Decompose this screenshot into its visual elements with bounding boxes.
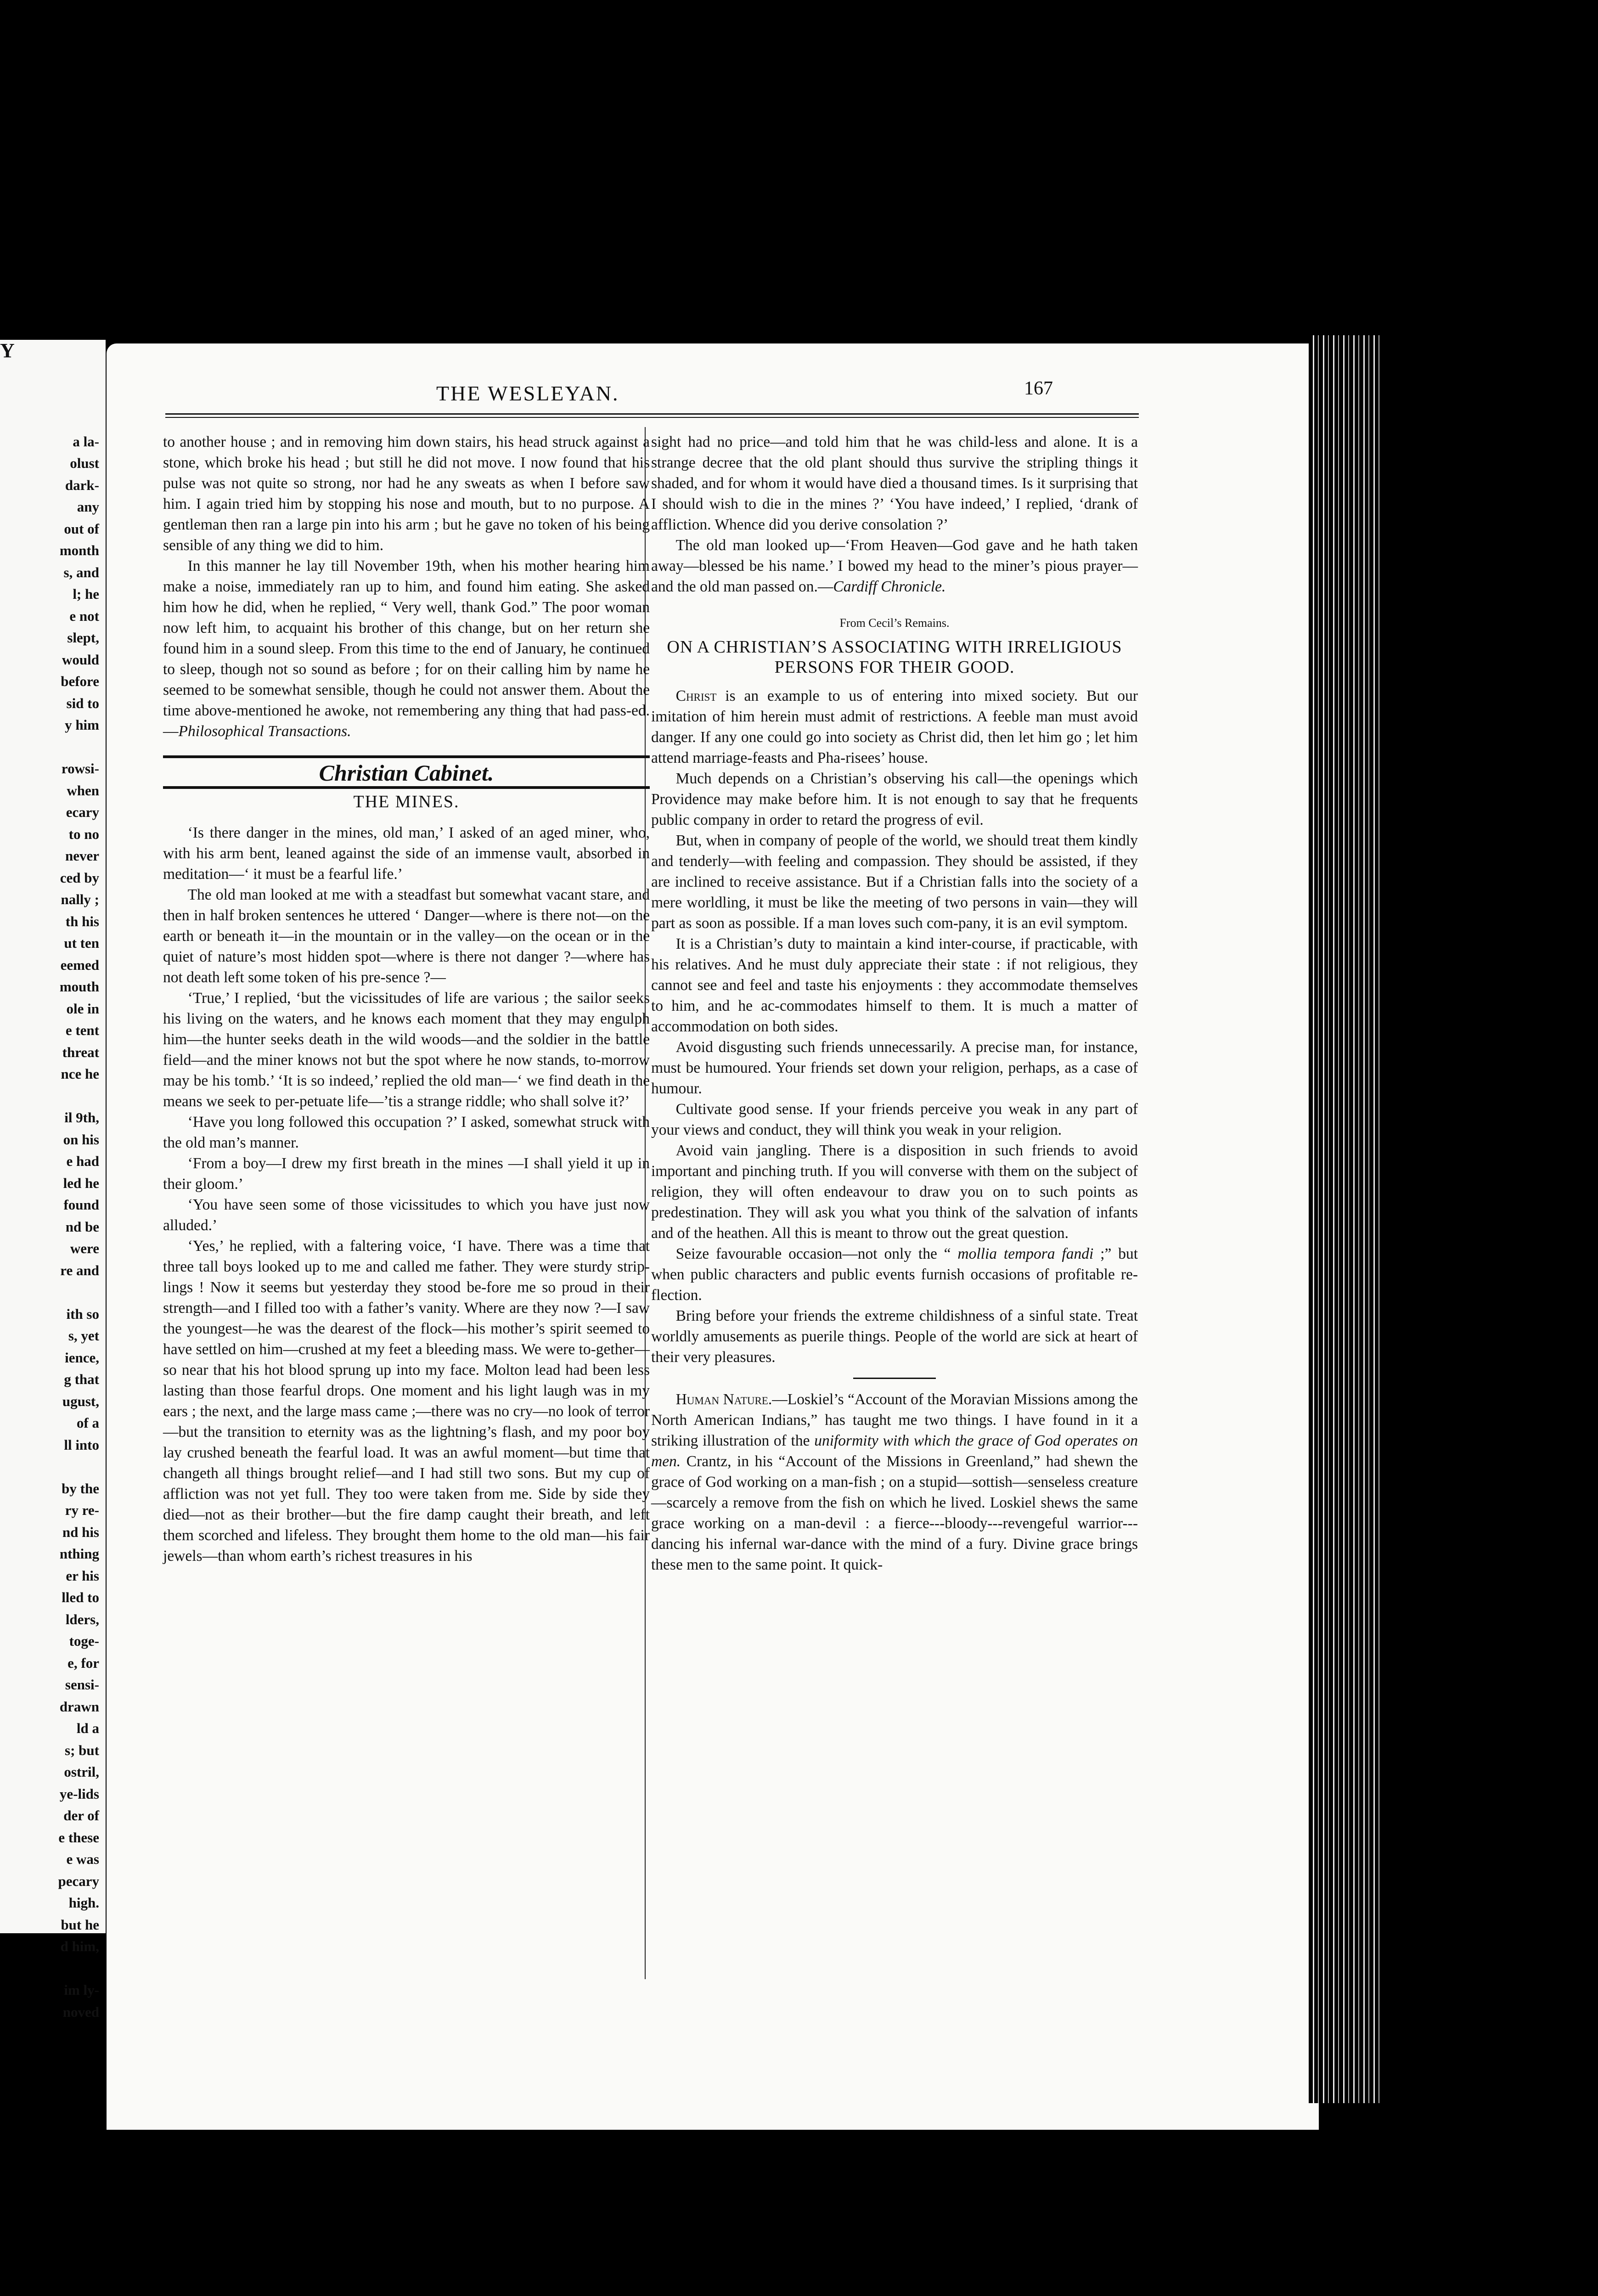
fragment-line: slept, [67, 630, 99, 646]
fragment-line: y him [65, 717, 99, 733]
fragment-line: e tent [65, 1022, 99, 1038]
paragraph: ‘True,’ I replied, ‘but the vicissitudes of life are various ; the sailor seeks his living on the waters, and he knows each moment that they may engulph him—the hunter seeks death in the wild woods—and the soldier in the battle field—and the miner knows not but the spot where he now stands, to-morrow may be his tomb.’ ‘It is so indeed,’ replied the old man—‘ we find death in the means we seek to per-petuate life—’tis a strange riddle; who shall solve it?’ [163, 990, 650, 1110]
adjacent-page-fragment [0, 339, 106, 2020]
fragment-line [0, 1281, 106, 1303]
fragment-line: out of [64, 520, 99, 537]
paragraph: Human Nature.—Loskiel’s “Account of the Moravian Missions among the North American Indians,” has taught me two things. I have found in it a striking illustration of the uniformity with which the grace of God operates on men. Crantz, in his “Account of the Missions in Greenland,” had shewn the grace of God working on a man-fish ; on a stupid—sottish—senseless creature—scarcely a remove from the fish on which he lived. Loskiel shews the same grace working on a man-devil : a fierce---bloody---revengeful warrior---dancing his infernal war-dance with the mind of a fury. Divine grace brings these men to the same point. It quick- [651, 1391, 1138, 1573]
fragment-line: e these [58, 1829, 99, 1846]
fragment-line: would [62, 651, 99, 668]
fragment-line: eemed [60, 957, 99, 973]
section-heading: Christian Cabinet. [163, 755, 650, 789]
lead-word: Human Nature. [675, 1391, 772, 1408]
fragment-line: e not [69, 608, 99, 624]
fragment-line: re and [60, 1262, 99, 1278]
fragment-line: led he [63, 1175, 99, 1191]
fragment-line: drawn [59, 1698, 99, 1715]
fragment-line: dark- [65, 477, 99, 493]
paragraph: ‘Is there danger in the mines, old man,’ I asked of an aged miner, who, with his arm bent, leaned against the side of an immense vault, absorbed in meditation—‘ it must be a fearful life.’ [163, 824, 650, 883]
fragment-line [0, 1085, 106, 1107]
article-title: ON A CHRISTIAN’S ASSOCIATING WITH IRRELIGIOUS PERSONS FOR THEIR GOOD. [667, 637, 1122, 677]
article-title: THE MINES. [353, 792, 460, 811]
paragraph: Much depends on a Christian’s observing his call—the openings which Providence may make before him. It is not enough to say that he frequents public company in order to retard the progress of evil. [651, 770, 1138, 828]
paragraph: In this manner he lay till November 19th, when his mother hearing him make a noise, immediately ran up to him, and found him eating. She asked him how he did, when he replied, “ Very well, thank God.” The poor woman now left him, to acquaint his brother of this change, but on her return she found him in a sound sleep. From this time to the end of January, he continued to sleep, though not so sound as before ; for on their calling him by name he seemed to be somewhat sensible, though he could not answer them. About the time above-mentioned he awoke, not remembering any thing that had pass-ed.—Philosophical Transactions. [163, 557, 650, 740]
fragment-line: im ly- [64, 1982, 99, 1998]
fragment-line: month [59, 542, 99, 558]
paragraph: But, when in company of people of the world, we should treat them kindly and tenderly—with feeling and compassion. They should be assisted, if they are inclined to receive assistance. But if a Christian falls into the society of a mere worldling, it must be like the meeting of two persons in vain—they will part as soon as possible. If a man loves such com-pany, it is an evil symptom. [651, 832, 1138, 932]
fragment-line: nd his [62, 1524, 99, 1540]
fragment-line: nthing [59, 1546, 99, 1562]
fragment-line: e had [66, 1153, 99, 1169]
fragment-line: ut ten [64, 935, 99, 951]
page-edge [1309, 335, 1382, 2103]
fragment-line: s, yet [68, 1328, 99, 1344]
citation: Philosophical Transactions. [178, 723, 351, 740]
fragment-line: sensi- [65, 1677, 99, 1693]
fragment-line: by the [62, 1480, 99, 1497]
fragment-line: ecary [66, 804, 99, 820]
fragment-line: lders, [65, 1611, 99, 1627]
lead-word: Christ [675, 687, 717, 704]
paragraph: ‘Have you long followed this occupation ?’ I asked, somewhat struck with the old man’s manner. [163, 1114, 650, 1151]
fragment-line: ole in [66, 1000, 99, 1017]
fragment-line: ry re- [65, 1502, 99, 1518]
fragment-lines [0, 431, 106, 2023]
fragment-line: mouth [59, 979, 99, 995]
left-column [163, 432, 650, 1566]
paragraph: Christ is an example to us of entering into mixed society. But our imitation of him herein must admit of restrictions. A feeble man must avoid danger. If any one could go into society as Christ did, then let him go ; let him attend marriage-feasts and Pha-risees’ house. [651, 687, 1138, 766]
fragment-line: but he [61, 1916, 99, 1933]
fragment-line: lled to [62, 1589, 99, 1605]
fragment-line: to no [68, 826, 99, 842]
fragment-line: threat [62, 1044, 99, 1060]
fragment-line: nally ; [61, 891, 99, 907]
fragment-line: ld a [76, 1720, 99, 1736]
fragment-line: e, for [68, 1654, 99, 1671]
fragment-line: before [61, 673, 99, 689]
paragraph: ‘From a boy—I drew my first breath in the mines —I shall yield it up in their gloom.’ [163, 1155, 650, 1193]
fragment-line [0, 1958, 106, 1980]
fragment-line: high. [68, 1895, 99, 1911]
paragraph: Avoid vain jangling. There is a disposition in such friends to avoid important and pinching truth. If you will converse with them on the subject of religion, they will often endeavour to draw you on to such points as predestination. They will ask you what you think of the salvation of infants and of the heathen. All this is meant to throw out the great question. [651, 1142, 1138, 1242]
fragment-line: il 9th, [64, 1109, 99, 1125]
fragment-line: noved [62, 2003, 99, 2020]
fragment-line: on his [63, 1131, 99, 1148]
fragment-line: ith so [66, 1306, 99, 1322]
fragment-line [0, 736, 106, 758]
fragment-line: a la- [73, 433, 99, 450]
fragment-line: of a [76, 1415, 99, 1431]
paragraph: The old man looked up—‘From Heaven—God gave and he hath taken away—blessed be his name.’ I bowed my head to the miner’s pious prayer—and the old man passed on.—Cardiff Chronicle. [651, 537, 1138, 595]
fragment-line: toge- [69, 1633, 99, 1649]
fragment-line: any [77, 499, 99, 515]
paragraph: sight had no price—and told him that he was child-less and alone. It is a strange decree that the old plant should thus survive the stripling things it shaded, and for whom it would have died a thousand times. Is it surprising that I should wish to die in the mines ?’ ‘You have indeed,’ I replied, ‘drank of affliction. Whence did you derive consolation ?’ [651, 433, 1138, 533]
right-column [651, 432, 1138, 1575]
fragment-line [0, 1456, 106, 1478]
fragment-heading-letter: Y [0, 339, 15, 362]
paragraph: Avoid disgusting such friends unnecessarily. A precise man, for instance, must be humoured. Your friends set down your religion, perhaps, as a case of humour. [651, 1039, 1138, 1097]
fragment-line: olust [70, 455, 99, 471]
running-head: THE WESLEYAN. [436, 382, 619, 405]
paragraph: ‘Yes,’ he replied, with a faltering voice, ‘I have. There was a time that three tall boys looked up to me and called me father. They were sturdy strip-lings ! Now it seems but yesterday they stood be-fore me so proud in their strength—and I filled too with a father’s vanity. Where are they now ?—I saw the youngest—he was the dearest of the flock—his mother’s spirit seemed to have settled on him—crushed at my feet a bleeding mass. We were to-gether—so near that his hot blood sprung up into my face. Molton lead had been less lasting than those fearful drops. One moment and his light laugh was in my ears ; the next, and the large mass came ;—there was no cry—no look of terror—but the transition to eternity was as the lightning’s flash, and my poor boy lay crushed beneath the fearful load. It was an awful moment—but time that changeth all things brought relief—and I had still two sons. But my cup of affliction was not yet full. They too were taken from me. Side by side they died—not as their brother—but the fire damp caught their breath, and left them scorched and lifeless. They brought them home to the old man—his fair jewels—than whom earth’s richest treasures in his [163, 1238, 650, 1564]
fragment-line: ll into [64, 1436, 99, 1453]
fragment-line: when [67, 782, 99, 799]
fragment-line: nce he [61, 1066, 99, 1082]
fragment-line: sid to [66, 695, 99, 711]
paragraph: The old man looked at me with a steadfast but somewhat vacant stare, and then in half broken sentences he uttered ‘ Danger—where is there not—on the earth or beneath it—in the mountain or in the valley—on the ocean or in the quiet of nature’s most hidden spot—where is there not danger ?—where has not death left some token of his pre-sence ?— [163, 886, 650, 986]
fragment-line: g that [64, 1371, 99, 1387]
paragraph: to another house ; and in removing him down stairs, his head struck against a stone, which broke his head ; but still he did not move. I now found that his pulse was not quite so strong, nor had he any sweats as when I before saw him. I again tried him by stopping his nose and mouth, but to no purpose. A gentleman then ran a large pin into his arm ; but he gave no token of his being sensible of any thing we did to him. [163, 433, 650, 554]
paragraph: It is a Christian’s duty to maintain a kind inter-course, if practicable, with his relatives. And he must duly appreciate their state : if not religious, they cannot see and feel and taste his enjoyments : they accommodate themselves to him, and he ac-commodates himself to them. It is much a matter of accommodation on both sides. [651, 935, 1138, 1035]
paragraph: ‘You have seen some of those vicissitudes to which you have just now alluded.’ [163, 1196, 650, 1234]
fragment-line: found [63, 1197, 99, 1213]
fragment-line: rowsi- [61, 760, 99, 777]
fragment-line: ostril, [64, 1764, 99, 1780]
citation: Cardiff Chronicle. [833, 578, 946, 595]
fragment-line: th his [65, 913, 99, 929]
fragment-line: were [70, 1240, 99, 1256]
header-rule [165, 413, 1139, 418]
page-number: 167 [1024, 378, 1053, 399]
fragment-line: e was [66, 1851, 99, 1867]
fragment-line: pecary [58, 1873, 99, 1889]
paragraph: Seize favourable occasion—not only the “ mollia tempora fandi ;” but when public characters and public events furnish occasions of profitable re-flection. [651, 1245, 1138, 1304]
fragment-line: l; he [73, 586, 99, 602]
divider [853, 1378, 936, 1379]
fragment-line: der of [63, 1807, 99, 1823]
source-line: From Cecil’s Remains. [839, 616, 950, 630]
fragment-line: ced by [60, 869, 99, 886]
fragment-line: ye-lids [59, 1785, 99, 1802]
fragment-line: ugust, [62, 1393, 99, 1409]
fragment-line: ience, [65, 1349, 99, 1366]
fragment-line: nd be [65, 1218, 99, 1235]
fragment-line: never [65, 848, 99, 864]
paragraph: Cultivate good sense. If your friends perceive you weak in any part of your views and conduct, they will think you weak in your religion. [651, 1101, 1138, 1138]
fragment-line: s; but [65, 1742, 99, 1758]
fragment-line: d him, [60, 1938, 99, 1954]
fragment-line: er his [66, 1567, 99, 1584]
fragment-line: s, and [63, 564, 99, 580]
paragraph: Bring before your friends the extreme childishness of a sinful state. Treat worldly amusements as puerile things. People of the world are sick at heart of their very pleasures. [651, 1307, 1138, 1366]
